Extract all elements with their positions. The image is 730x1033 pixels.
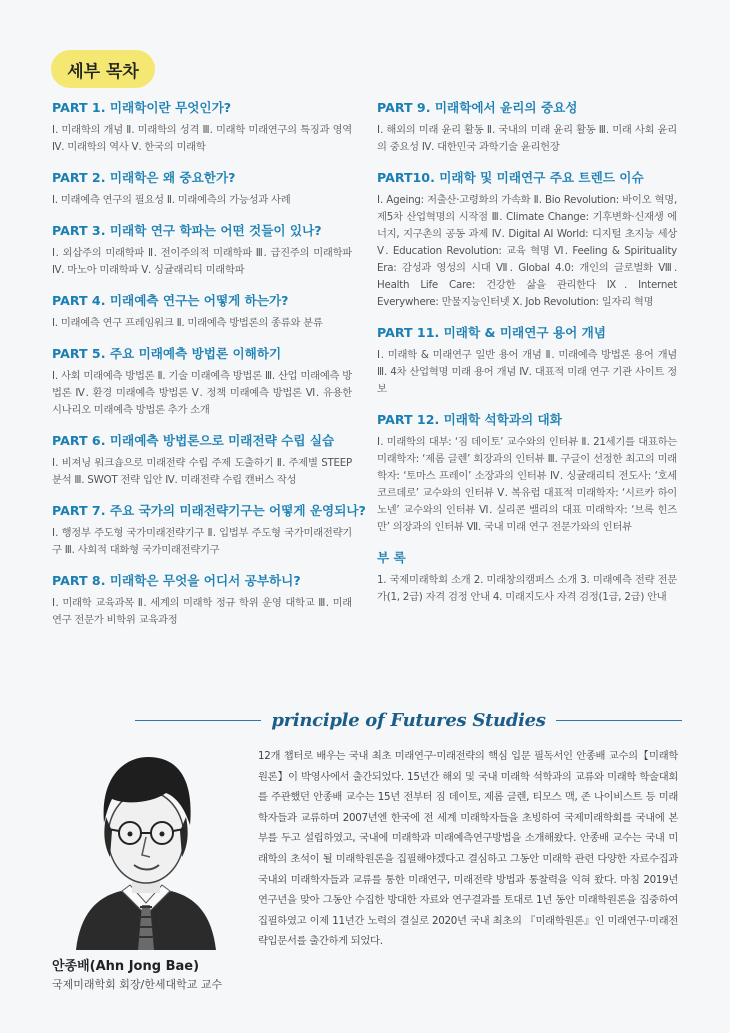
part-title: PART 5. 주요 미래예측 방법론 이해하기 — [52, 346, 282, 361]
section-divider — [135, 709, 682, 731]
author-name: 안종배(Ahn Jong Bae) — [52, 959, 200, 974]
toc-part-7 — [52, 503, 366, 559]
toc-part-12 — [377, 412, 677, 536]
toc-part-2 — [52, 170, 352, 209]
toc-part-5 — [52, 346, 352, 419]
part-body: Ⅰ. 미래학의 대부: ‘짐 데이토’ 교수와의 인터뷰 Ⅱ. 21세기를 대표하는 미래학자: ‘제롬 글렌’ 회장과의 인터뷰 Ⅲ. 구글이 선정한 최고의 미래학자: ‘토마스 프레이’ 소장과의 인터뷰 Ⅳ. 싱귤래리티 전도사: ‘호세 코르데로’ 교수와의 인터뷰 Ⅴ. 복유럽 대표적 미래학자: ‘시르카 하이노넨’ 교수와의 인터뷰 Ⅵ. 실리콘 밸리의 대표 미래학자: ‘브록 힌즈만’ 의장과의 인터뷰 Ⅶ. 국내 미래 연구 전문가와의 인터뷰 — [377, 436, 677, 533]
part-title: PART 4. 미래예측 연구는 어떻게 하는가? — [52, 293, 289, 308]
toc-part-9 — [377, 100, 677, 156]
section-title: principle of Futures Studies — [271, 709, 546, 731]
part-body: Ⅰ. 외삽주의 미래학파 Ⅱ. 전이주의적 미래학파 Ⅲ. 급진주의 미래학파 Ⅳ. 마노아 미래학파 Ⅴ. 싱귤래리티 미래학파 — [52, 247, 352, 276]
part-body: Ⅰ. 미래학 & 미래연구 일반 용어 개념 Ⅱ. 미래예측 방법론 용어 개념 Ⅲ. 4차 산업혁명 미래 용어 개념 Ⅳ. 대표적 미래 연구 기관 사이트 정보 — [377, 349, 677, 395]
part-title: PART 7. 주요 국가의 미래전략기구는 어떻게 운영되나? — [52, 503, 366, 518]
divider-line-right — [556, 720, 682, 721]
part-title: PART 1. 미래학이란 무엇인가? — [52, 100, 232, 115]
toc-part-8 — [52, 573, 352, 629]
part-body: Ⅰ. 미래예측 연구 프레임워크 Ⅱ. 미래예측 방법론의 종류와 분류 — [52, 317, 323, 329]
toc-part-6 — [52, 433, 352, 489]
part-title: PART 6. 미래예측 방법론으로 미래전략 수립 실습 — [52, 433, 335, 448]
part-body: Ⅰ. 사회 미래예측 방법론 Ⅱ. 기술 미래예측 방법론 Ⅲ. 산업 미래예측 방법론 Ⅳ. 환경 미래예측 방법론 Ⅴ. 정책 미래예측 방법론 Ⅵ. 유용한 시나리오 미래예측 방법론 추가 소개 — [52, 370, 352, 416]
toc-appendix — [377, 550, 677, 606]
toc-left-column — [52, 100, 366, 643]
toc-part-4 — [52, 293, 352, 332]
part-body: Ⅰ. 미래학의 개념 Ⅱ. 미래학의 성격 Ⅲ. 미래학 미래연구의 특징과 영역 Ⅳ. 미래학의 역사 Ⅴ. 한국의 미래학 — [52, 124, 352, 153]
section-badge: 세부 목차 — [51, 50, 155, 88]
part-title: PART 9. 미래학에서 윤리의 중요성 — [377, 100, 578, 115]
author-portrait — [66, 745, 226, 950]
part-title: PART 12. 미래학 석학과의 대화 — [377, 412, 562, 427]
part-body: Ⅰ. 해외의 미래 윤리 활동 Ⅱ. 국내의 미래 윤리 활동 Ⅲ. 미래 사회 윤리의 중요성 Ⅳ. 대한민국 과학기술 윤리헌장 — [377, 124, 677, 153]
toc-right-column — [377, 100, 677, 620]
toc-part-1 — [52, 100, 352, 156]
part-body: Ⅰ. Ageing: 저출산·고령화의 가속화 Ⅱ. Bio Revolution: 바이오 혁명, 제5차 산업혁명의 시작점 Ⅲ. Climate Change: 기후변화·신재생 에너지, 지구촌의 공동 과제 Ⅳ. Digital AI World: 디지털 초지능 세상 Ⅴ. Education Revolution: 교육 혁명 Ⅵ. Feeling & Spirituality Era: 감성과 영성의 시대 Ⅶ. Global 4.0: 개인의 글로벌화 Ⅷ. Health Life Care: 건강한 삶을 관리한다 Ⅸ. Internet Everywhere: 만물지능인터넷 Ⅹ. Job Revolution: 일자리 혁명 — [377, 194, 677, 308]
toc-part-3 — [52, 223, 352, 279]
part-body: Ⅰ. 미래학 교육과목 Ⅱ. 세계의 미래학 정규 학위 운영 대학교 Ⅲ. 미래 연구 전문가 비학위 교육과정 — [52, 597, 352, 626]
toc-part-11 — [377, 325, 677, 398]
part-title: PART 3. 미래학 연구 학파는 어떤 것들이 있나? — [52, 223, 322, 238]
part-title: PART 8. 미래학은 무엇을 어디서 공부하니? — [52, 573, 301, 588]
part-body: Ⅰ. 미래예측 연구의 필요성 Ⅱ. 미래예측의 가능성과 사례 — [52, 194, 291, 206]
divider-line-left — [135, 720, 261, 721]
part-title: PART 2. 미래학은 왜 중요한가? — [52, 170, 236, 185]
part-body: Ⅰ. 행정부 주도형 국가미래전략기구 Ⅱ. 입법부 주도형 국가미래전략기구 Ⅲ. 사회적 대화형 국가미래전략기구 — [52, 527, 352, 556]
book-introduction: 12개 챕터로 배우는 국내 최초 미래연구·미래전략의 핵심 입문 필독서인 안종배 교수의【미래학원론】이 박영사에서 출간되었다. 15년간 해외 및 국내 미래학 석학과의 교류와 미래학 학술대회를 주관했던 안종배 교수는 15년 전부터 짐 데이토, 제롬 글렌, 티모스 맥, 존 나이비스트 등 미래학자들과 교류하며 2007년엔 한국에 전 세계 미래학자들을 초빙하여 국제미래학회를 국내에 본부를 두고 설립하였고, 국내에 미래학과 미래예측연구방법을 소개해왔다. 안종배 교수는 국내 미래학의 초석이 될 미래학원론을 집필해야겠다고 결심하고 그동안 미래학 관련 다양한 자료수집과 국내외 미래학자들과 교류를 통한 미래연구, 미래전략 방법과 통찰력을 익혀 왔다. 마침 2019년 연구년을 맞아 그동안 수집한 방대한 자료와 연구결과를 토대로 1년 동안 미래학원론을 집중하여 집필하였고 이제 11년간 노력의 결실로 2020년 국내 최초의 『미래학원론』인 미래연구·미래전략입문서를 출간하게 되었다. — [258, 750, 678, 948]
part-title: PART 11. 미래학 & 미래연구 용어 개념 — [377, 325, 606, 340]
appendix-title: 부 록 — [377, 550, 406, 565]
part-title: PART10. 미래학 및 미래연구 주요 트렌드 이슈 — [377, 170, 644, 185]
toc-part-10 — [377, 170, 677, 311]
part-body: Ⅰ. 비져닝 워크숍으로 미래전략 수립 주제 도출하기 Ⅱ. 주제별 STEEP 분석 Ⅲ. SWOT 전략 입안 Ⅳ. 미래전략 수립 캔버스 작성 — [52, 457, 352, 486]
appendix-body: 1. 국제미래학회 소개 2. 미래창의캠퍼스 소개 3. 미래예측 전략 전문가(1, 2급) 자격 검정 안내 4. 미래지도사 자격 검정(1급, 2급) 안내 — [377, 574, 677, 603]
author-role: 국제미래학회 회장/한세대학교 교수 — [52, 978, 223, 991]
